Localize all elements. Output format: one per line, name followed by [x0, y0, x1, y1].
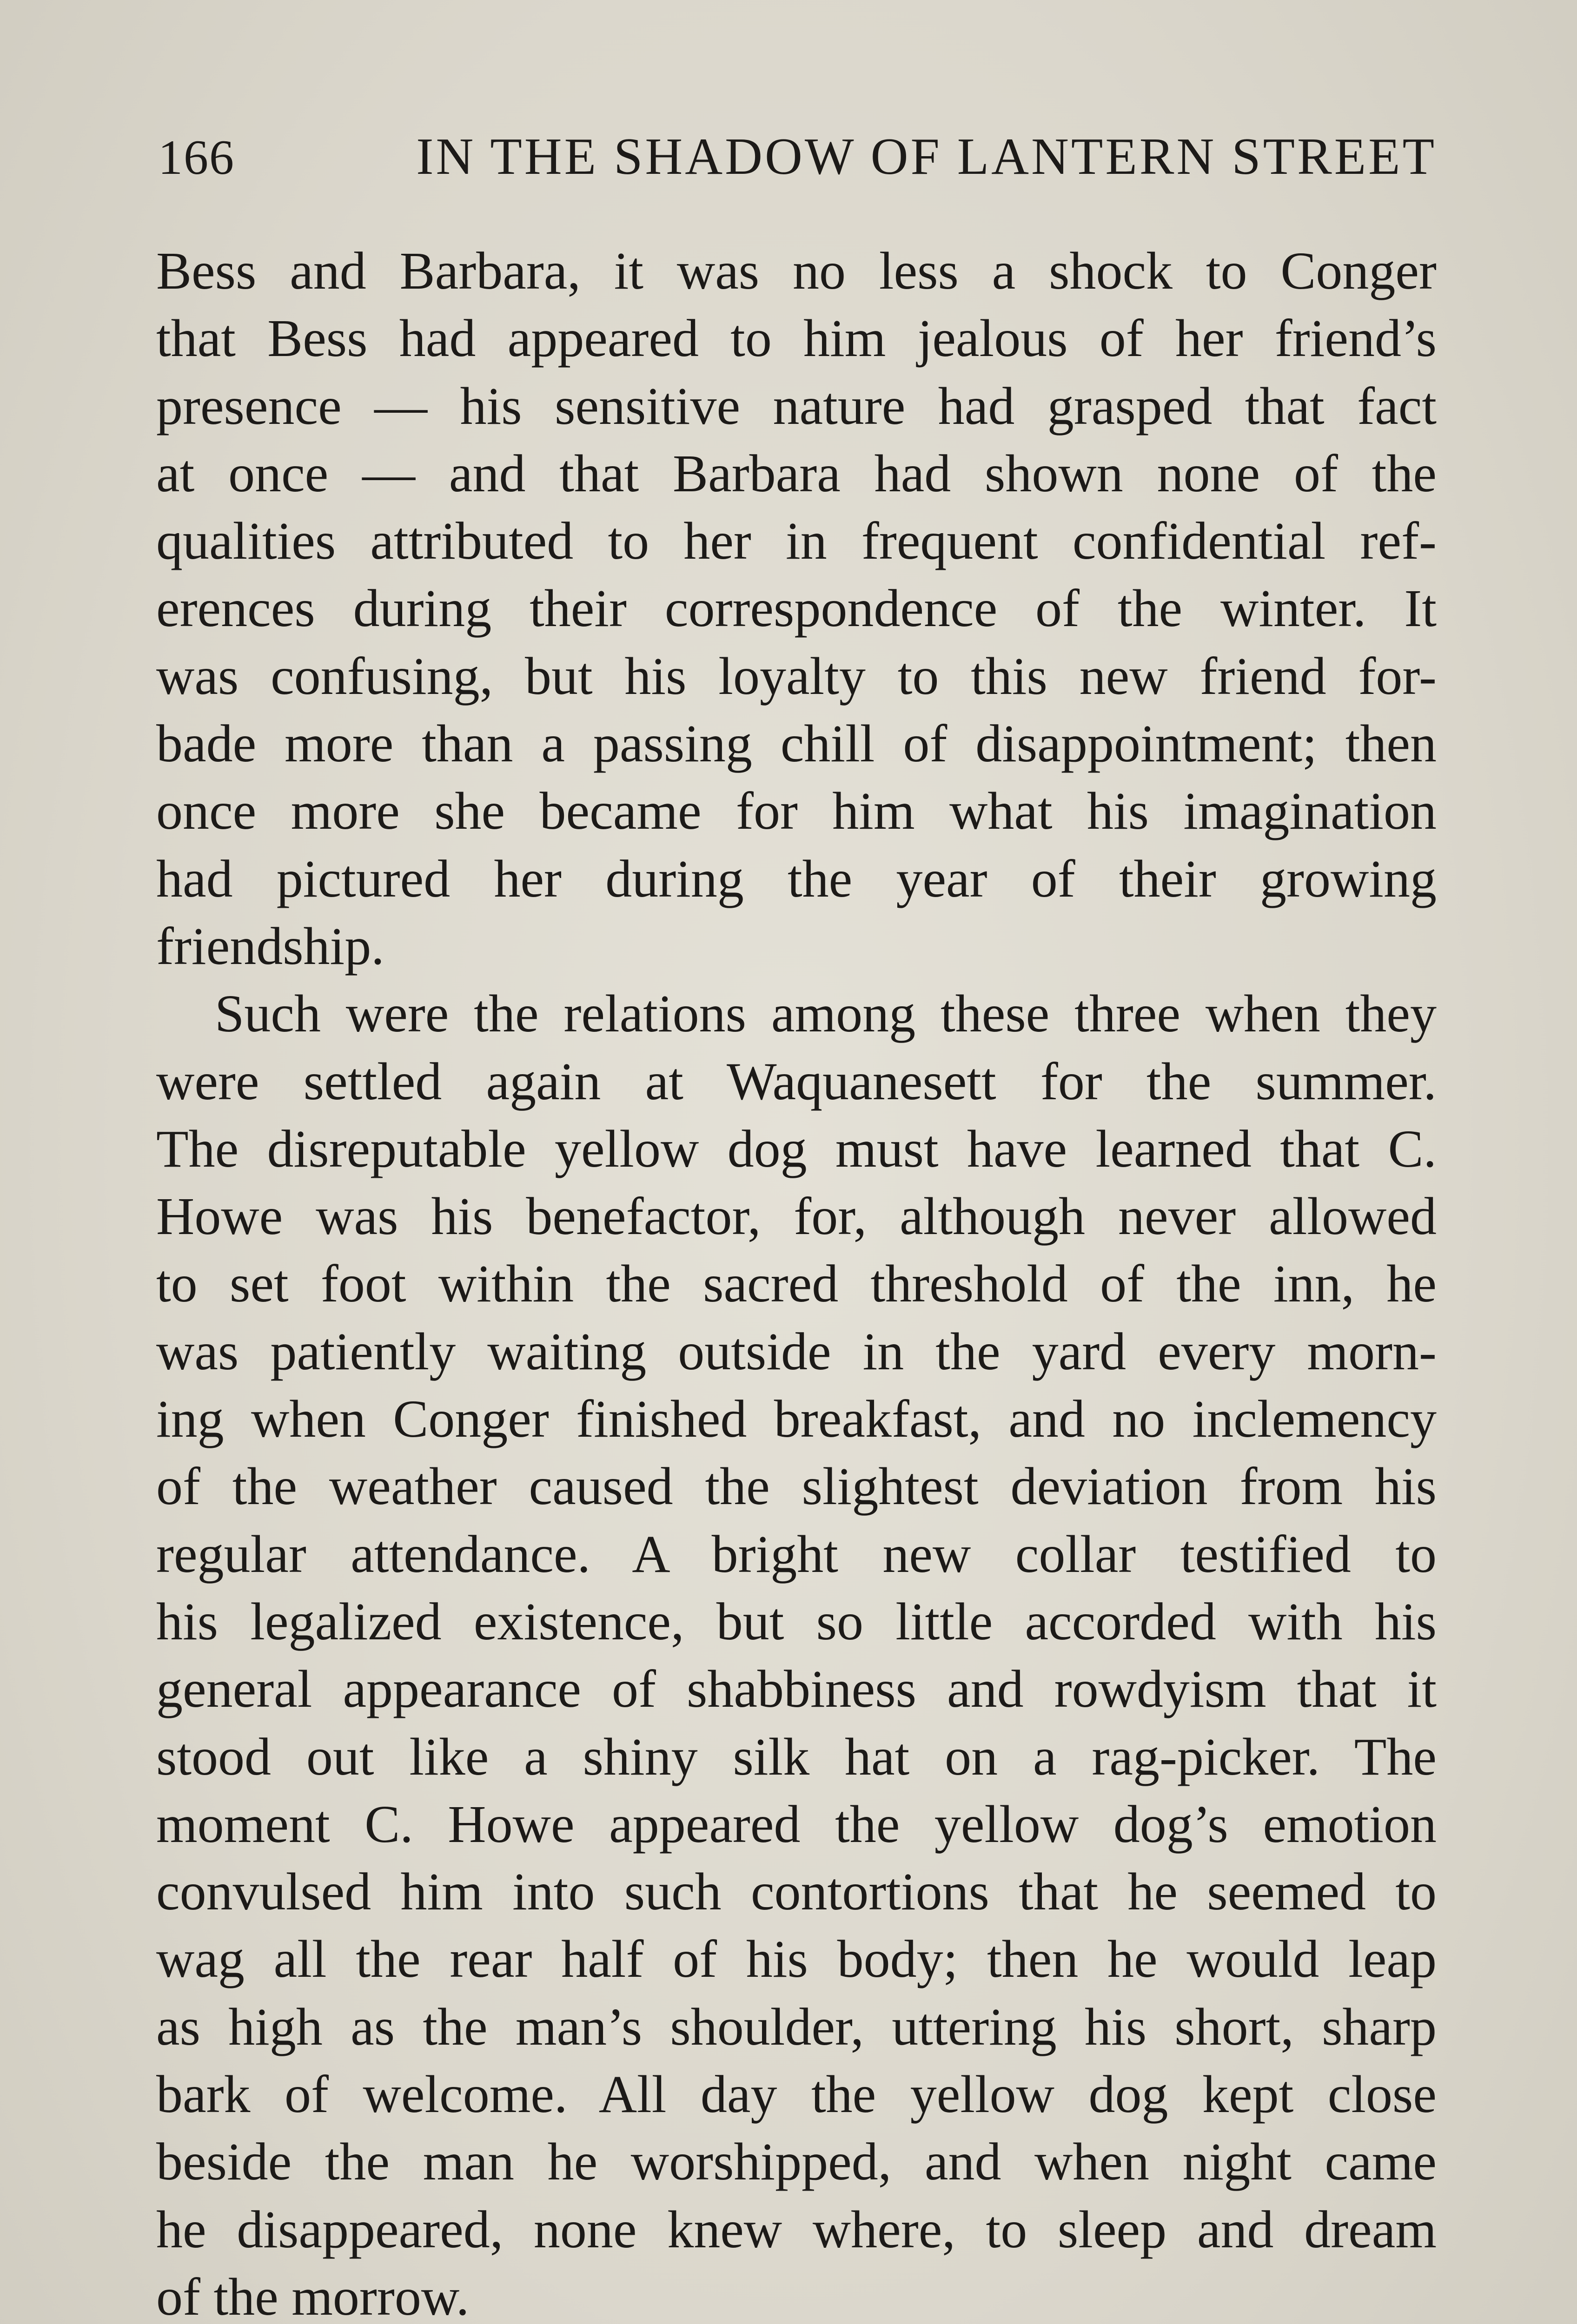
text-line: erences during their correspondence of the winter. It	[156, 579, 1437, 638]
text-line: general appearance of shabbiness and rowdyism that it	[156, 1659, 1437, 1719]
text-line: of the weather caused the slightest deviation from his	[156, 1457, 1437, 1516]
text-line: had pictured her during the year of their growing	[156, 849, 1437, 908]
running-head	[158, 122, 1437, 191]
text-line: as high as the man’s shoulder, uttering his short, sharp	[156, 1997, 1437, 2056]
text-line: regular attendance. A bright new collar testified to	[156, 1524, 1437, 1584]
text-line: bark of welcome. All day the yellow dog kept close	[156, 2065, 1437, 2124]
text-line: that Bess had appeared to him jealous of her friend’s	[156, 309, 1437, 368]
text-line: at once — and that Barbara had shown none of the	[156, 443, 1437, 503]
text-line: Such were the relations among these three when they	[215, 984, 1437, 1043]
text-line: his legalized existence, but so little accorded with his	[156, 1591, 1437, 1651]
text-line: The disreputable yellow dog must have learned that C.	[156, 1119, 1437, 1178]
body-text	[156, 237, 1437, 2324]
text-line: moment C. Howe appeared the yellow dog’s emotion	[156, 1794, 1437, 1854]
text-line: ing when Conger finished breakfast, and no inclemency	[156, 1389, 1437, 1449]
text-line: beside the man he worshipped, and when night came	[156, 2132, 1437, 2192]
text-line: qualities attributed to her in frequent confidential ref-	[156, 511, 1437, 571]
page-number: 166	[158, 130, 235, 185]
text-line: was confusing, but his loyalty to this new friend for-	[156, 646, 1437, 706]
text-line: wag all the rear half of his body; then he would leap	[156, 1929, 1437, 1989]
text-line: were settled again at Waquanesett for the summer.	[156, 1051, 1437, 1111]
text-line: of the morrow.	[156, 2267, 470, 2324]
text-line: bade more than a passing chill of disappointment; then	[156, 714, 1437, 773]
book-title: IN THE SHADOW OF LANTERN STREET	[416, 128, 1437, 185]
text-line: Bess and Barbara, it was no less a shock to Conger	[156, 241, 1437, 300]
text-line: presence — his sensitive nature had grasped that fact	[156, 376, 1437, 436]
text-line: stood out like a shiny silk hat on a rag-picker. The	[156, 1727, 1437, 1786]
text-line: once more she became for him what his imagination	[156, 781, 1437, 841]
text-line: he disappeared, none knew where, to sleep and dream	[156, 2199, 1437, 2259]
text-line: was patiently waiting outside in the yard every morn-	[156, 1321, 1437, 1381]
text-line: Howe was his benefactor, for, although never allowed	[156, 1187, 1437, 1246]
text-line: convulsed him into such contortions that he seemed to	[156, 1862, 1437, 1921]
text-line: to set foot within the sacred threshold of the inn, he	[156, 1254, 1437, 1314]
text-line: friendship.	[156, 916, 384, 976]
